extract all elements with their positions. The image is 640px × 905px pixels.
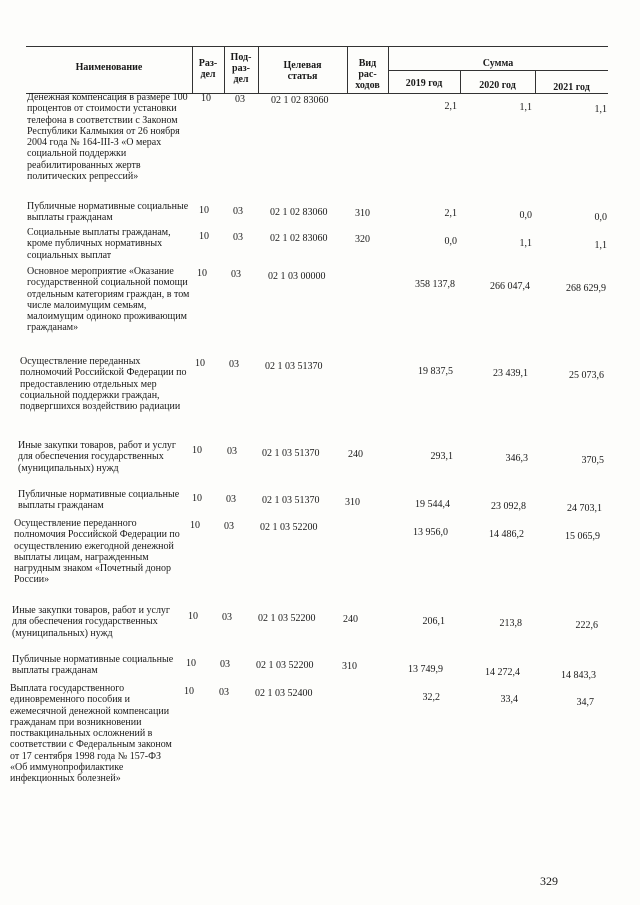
header-razdel-line: Раз- — [198, 58, 218, 69]
row-razdel: 10 — [184, 686, 194, 697]
row-sum-2020: 1,1 — [519, 102, 532, 113]
header-vid-line: Вид — [358, 58, 377, 69]
header-vid-line: рас- — [358, 69, 377, 80]
row-razdel: 10 — [192, 493, 202, 504]
row-vid: 310 — [342, 661, 357, 672]
row-sum-2019: 206,1 — [422, 616, 445, 627]
row-podrazdel: 03 — [220, 659, 230, 670]
row-target: 02 1 02 83060 — [271, 95, 329, 106]
row-razdel: 10 — [192, 445, 202, 456]
header-podrazdel — [224, 52, 258, 85]
row-podrazdel: 03 — [226, 494, 236, 505]
row-name: Публичные нормативные социальные выплаты гражданам — [18, 489, 180, 512]
row-sum-2021: 0,0 — [594, 212, 607, 223]
header-sum: Сумма — [482, 58, 514, 69]
row-target: 02 1 03 52200 — [256, 660, 314, 671]
row-sum-2019: 358 137,8 — [415, 279, 455, 290]
row-sum-2019: 2,1 — [444, 101, 457, 112]
row-sum-2020: 213,8 — [499, 618, 522, 629]
row-vid: 240 — [348, 449, 363, 460]
row-name: Иные закупки товаров, работ и услуг для обеспечения государственных (муниципальных) нужд — [12, 605, 171, 639]
row-sum-2020: 266 047,4 — [490, 281, 530, 292]
row-target: 02 1 03 52200 — [260, 522, 318, 533]
row-razdel: 10 — [190, 520, 200, 531]
header-target-line: статья — [287, 71, 318, 82]
row-sum-2019: 13 749,9 — [408, 664, 443, 675]
row-sum-2020: 14 272,4 — [485, 667, 520, 678]
header-name: Наименование — [75, 62, 143, 73]
row-target: 02 1 03 00000 — [268, 271, 326, 282]
row-sum-2019: 19 544,4 — [415, 499, 450, 510]
row-target: 02 1 03 51370 — [262, 495, 320, 506]
header-razdel — [192, 58, 224, 80]
row-name: Публичные нормативные социальные выплаты гражданам — [27, 201, 189, 224]
row-sum-2020: 14 486,2 — [489, 529, 524, 540]
header-year-2020: 2020 год — [479, 80, 516, 91]
header-podrazdel-line: дел — [233, 74, 249, 85]
row-sum-2021: 34,7 — [576, 697, 594, 708]
row-sum-2020: 346,3 — [505, 453, 528, 464]
row-target: 02 1 03 51370 — [265, 361, 323, 372]
row-podrazdel: 03 — [231, 269, 241, 280]
page-number: 329 — [540, 874, 558, 888]
row-sum-2020: 33,4 — [500, 694, 518, 705]
row-razdel: 10 — [197, 268, 207, 279]
row-name: Основное мероприятие «Оказание государственной социальной помощи отдельным категориям граждан, в том числе малоимущим семьям, малоимущим одиноко проживающим гражданам» — [27, 266, 190, 334]
header-target — [258, 60, 347, 82]
row-sum-2021: 268 629,9 — [566, 283, 606, 294]
row-vid: 310 — [345, 497, 360, 508]
row-razdel: 10 — [186, 658, 196, 669]
header-year-2019: 2019 год — [405, 78, 443, 89]
row-podrazdel: 03 — [227, 446, 237, 457]
row-name: Осуществление переданного полномочия Российской Федерации по осуществлению ежегодной денежной выплаты лицам, награжденным нагрудным знаком «Почетный донор России» — [14, 518, 180, 586]
row-name: Осуществление переданных полномочий Российской Федерации по предоставлению отдельных мер социальной поддержки граждан, подвергшихся воздействию радиации — [20, 356, 187, 413]
row-razdel: 10 — [188, 611, 198, 622]
row-name: Социальные выплаты гражданам, кроме публичных нормативных социальных выплат — [27, 227, 171, 261]
header-year-2021: 2021 год — [553, 82, 590, 93]
row-name: Иные закупки товаров, работ и услуг для обеспечения государственных (муниципальных) нужд — [18, 440, 177, 474]
sum-subheader-line — [388, 70, 608, 71]
row-name: Денежная компенсация в размере 100 процентов от стоимости установки телефона в соответствии с Законом Республики Калмыкия от 26 ноября 2004 года № 164-III-З «О мерах социальной поддержки реабилитированных жертв политических репрессий» — [27, 92, 188, 183]
row-podrazdel: 03 — [229, 359, 239, 370]
row-podrazdel: 03 — [233, 232, 243, 243]
row-razdel: 10 — [199, 231, 209, 242]
header-podrazdel-line: Под- — [230, 52, 252, 63]
row-sum-2019: 2,1 — [444, 208, 457, 219]
header-vid-line: ходов — [355, 80, 380, 91]
row-vid: 240 — [343, 614, 358, 625]
row-name: Публичные нормативные социальные выплаты гражданам — [12, 654, 174, 677]
row-podrazdel: 03 — [235, 94, 245, 105]
row-razdel: 10 — [195, 358, 205, 369]
row-sum-2021: 222,6 — [575, 620, 598, 631]
row-vid: 320 — [355, 234, 370, 245]
row-vid: 310 — [355, 208, 370, 219]
row-sum-2021: 15 065,9 — [565, 531, 600, 542]
row-target: 02 1 03 52400 — [255, 688, 313, 699]
row-target: 02 1 02 83060 — [270, 207, 328, 218]
row-sum-2019: 19 837,5 — [418, 366, 453, 377]
row-name: Выплата государственного единовременного пособия и ежемесячной денежной компенсации гражданам при возникновении поствакцинальных осложнений в соответствии с Федеральным законом от 17 сентября 1998 года № 157-ФЗ «Об иммунопрофилактике инфекционных болезней» — [10, 683, 172, 785]
row-podrazdel: 03 — [222, 612, 232, 623]
row-sum-2020: 1,1 — [519, 238, 532, 249]
row-sum-2019: 13 956,0 — [413, 527, 448, 538]
row-sum-2019: 293,1 — [430, 451, 453, 462]
row-podrazdel: 03 — [224, 521, 234, 532]
row-target: 02 1 03 51370 — [262, 448, 320, 459]
row-podrazdel: 03 — [233, 206, 243, 217]
row-razdel: 10 — [199, 205, 209, 216]
header-vid — [347, 58, 388, 91]
row-sum-2021: 1,1 — [594, 240, 607, 251]
row-podrazdel: 03 — [219, 687, 229, 698]
row-target: 02 1 02 83060 — [270, 233, 328, 244]
row-sum-2019: 32,2 — [422, 692, 440, 703]
row-sum-2019: 0,0 — [444, 236, 457, 247]
table-top-border — [26, 46, 608, 47]
row-sum-2021: 24 703,1 — [567, 503, 602, 514]
row-sum-2020: 23 092,8 — [491, 501, 526, 512]
header-podrazdel-line: раз- — [232, 63, 250, 74]
row-target: 02 1 03 52200 — [258, 613, 316, 624]
row-sum-2021: 370,5 — [581, 455, 604, 466]
row-sum-2021: 25 073,6 — [569, 370, 604, 381]
header-target-line: Целевая — [283, 60, 322, 71]
row-sum-2020: 23 439,1 — [493, 368, 528, 379]
header-razdel-line: дел — [200, 69, 216, 80]
row-sum-2021: 1,1 — [594, 104, 607, 115]
row-sum-2020: 0,0 — [519, 210, 532, 221]
row-sum-2021: 14 843,3 — [561, 670, 596, 681]
row-razdel: 10 — [201, 93, 211, 104]
